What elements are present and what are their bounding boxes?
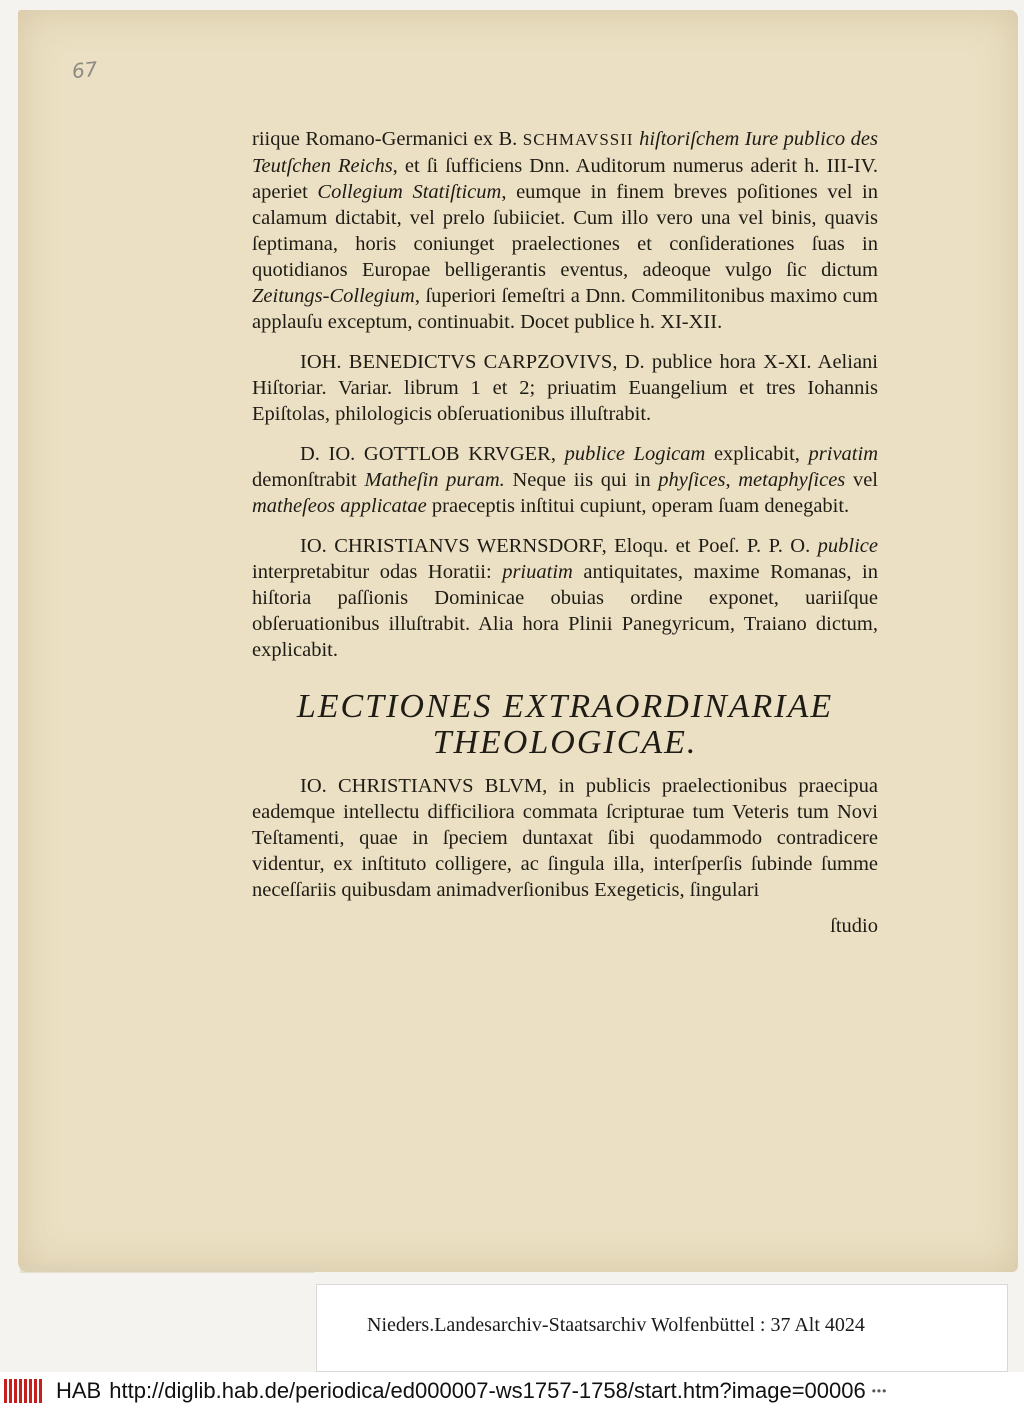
paragraph-schmauss: riique Romano-Germanici ex B. SCHMAVSSII hiſtoriſchem Iure publico des Teutſchen Reichs, et ſi ſufficiens Dnn. Auditorum numerus aderit h. III-IV. aperiet Collegium Statiſticum, eumque in finem breves poſitiones vel in calamum dictabit, vel prelo ſubiiciet. Cum illo vero una vel binis, quavis ſeptimana, horis coniunget praelectiones et conſiderationes ſuas in quotidianos Europae belligerantis eventus, adeoque vulgo ſic dictum Zeitungs-Collegium, ſuperiori ſemeſtri a Dnn. Commilitonibus maximo cum applauſu exceptum, continuabit. Docet publice h. XI-XII. — [252, 128, 879, 333]
footer-org: HAB — [56, 1377, 102, 1403]
heading-line-2: THEOLOGICAE. — [432, 724, 698, 761]
archive-label-text: Nieders.Landesarchiv-Staatsarchiv Wolfenbüttel : 37 Alt 4024 — [367, 1314, 865, 1336]
paragraph-carpzov: IOH. BENEDICTVS CARPZOVIVS, D. publice hora X-XI. Aeliani Hiſtoriar. Variar. librum 1 et 2; priuatim Euangelium et tres Iohannis Epiſtolas, philologicis obſeruationibus illuſtrabit. — [252, 351, 878, 425]
barcode-icon — [4, 1379, 48, 1403]
paragraph-kruger: D. IO. GOTTLOB KRVGER, publice Logicam explicabit, privatim demonſtrabit Matheſin puram. Neque iis qui in phyſices, metaphyſices vel matheſeos applicatae praeceptis inſtitui cupiunt, operam ſuam denegabit. — [252, 443, 878, 517]
section-heading — [252, 689, 878, 761]
footer-bar — [0, 1372, 1024, 1409]
paragraph-blum: IO. CHRISTIANVS BLVM, in publicis praelectionibus praecipua eademque intellectu difficiliora commata ſcripturae tum Veteris tum Novi Teſtamenti, quae in ſpeciem duntaxat ſibi quodammodo contradicere videntur, ex inſtituto colligere, ac ſingula illa, interſperſis ſubinde ſumme neceſſariis quibusdam animadverſionibus Exegeticis, ſingulari — [252, 775, 878, 901]
document-text — [252, 126, 878, 939]
archive-label — [316, 1284, 1008, 1372]
paper-edge — [20, 1265, 320, 1273]
more-icon: ••• — [871, 1383, 888, 1398]
catchword: ſtudio — [830, 915, 878, 937]
pencil-page-number: 67 — [70, 56, 99, 84]
heading-line-1: LECTIONES EXTRAORDINARIAE — [296, 688, 834, 725]
paragraph-wernsdorf: IO. CHRISTIANVS WERNSDORF, Eloqu. et Poeſ. P. P. O. publice interpretabitur odas Horatii: priuatim antiquitates, maxime Romanas, in hiſtoria paſſionis Dominicae obuias ordine exponet, uariiſque obſeruationibus illuſtrabit. Alia hora Plinii Panegyricum, Traiano dictum, explicabit. — [252, 535, 878, 661]
footer-url[interactable]: http://diglib.hab.de/periodica/ed000007-ws1757-1758/start.htm?image=00006 — [109, 1377, 866, 1403]
